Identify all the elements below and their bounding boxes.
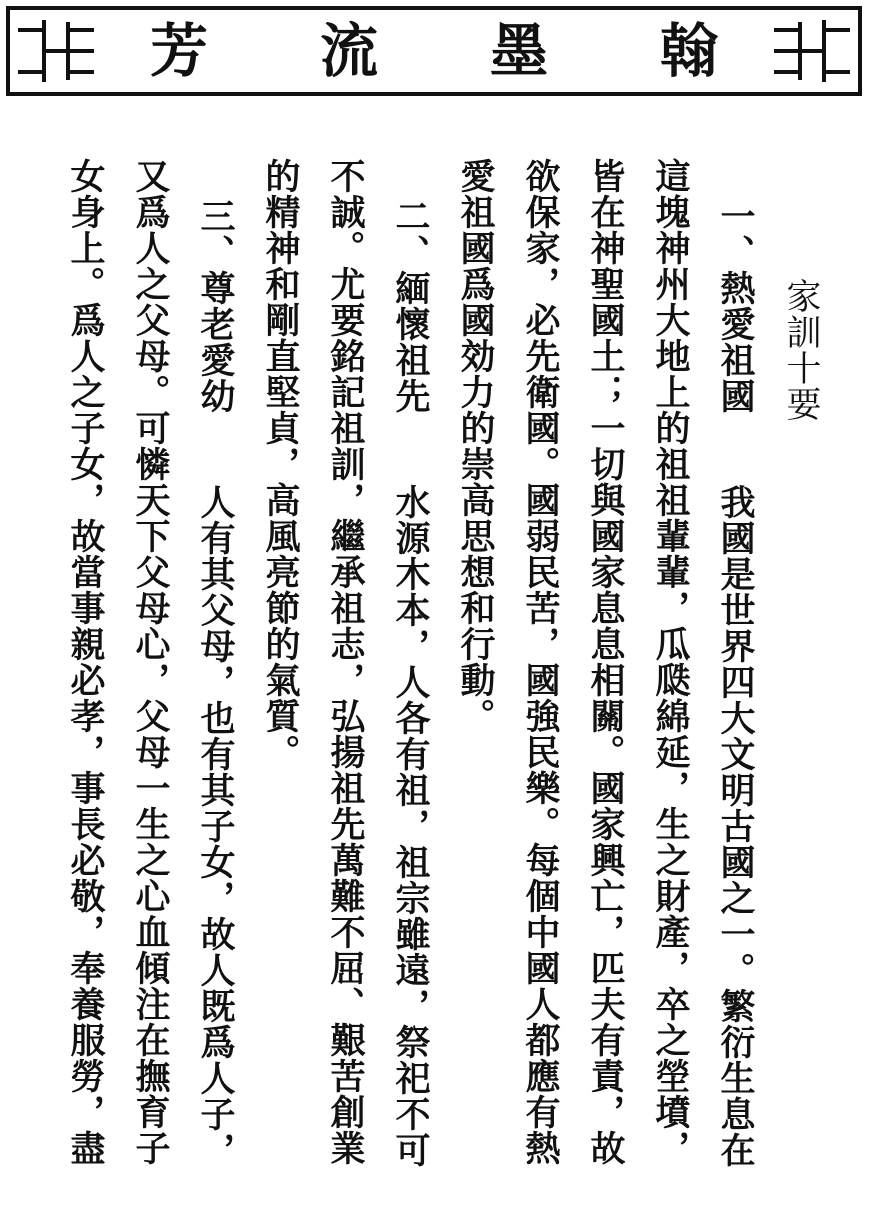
section-heading: 尊老愛幼 xyxy=(195,270,236,414)
section-2-line-1 xyxy=(378,158,443,1208)
header-banner xyxy=(6,6,862,96)
section-2-line-3: 的精神和剛直堅貞，高風亮節的氣質。 xyxy=(260,158,301,770)
paragraph-text: 水源木本，人各有祖，祖宗雖遠，祭祀不可 xyxy=(390,484,431,1168)
section-3-line-3: 女身上。爲人之子女，故當事親必孝，事長必敬，奉養服勞，盡 xyxy=(65,158,106,1166)
banner-title xyxy=(130,10,738,92)
section-number: 一、 xyxy=(715,198,756,270)
fret-ornament-left-icon xyxy=(14,16,98,86)
section-1-line-5: 愛祖國爲國効力的崇高思想和行動。 xyxy=(455,158,496,734)
section-3-line-2: 又爲人之父母。可憐天下父母心，父母一生之心血傾注在撫育子 xyxy=(130,158,171,1166)
banner-char: 翰 xyxy=(659,17,718,85)
section-2-line-2: 不誠。尤要銘記祖訓，繼承祖志，弘揚祖先萬難不屈、艱苦創業 xyxy=(325,158,366,1166)
section-number: 二、 xyxy=(390,198,431,270)
section-1-line-1 xyxy=(703,158,768,1208)
section-1-line-2: 這塊神州大地上的祖祖輩輩，瓜瓞綿延，生之財產，卒之塋墳， xyxy=(650,158,691,1166)
banner-char: 流 xyxy=(319,17,378,85)
fret-ornament-right-icon xyxy=(770,16,854,86)
document-body xyxy=(53,158,833,1208)
paragraph-text: 我國是世界四大文明古國之一。繁衍生息在 xyxy=(715,484,756,1168)
section-heading: 熱愛祖國 xyxy=(715,270,756,414)
section-heading: 緬懷祖先 xyxy=(390,270,431,414)
section-1-line-4: 欲保家，必先衛國。國弱民苦，國強民樂。每個中國人都應有熱 xyxy=(520,158,561,1166)
paragraph-text: 人有其父母，也有其子女，故人既爲人子， xyxy=(195,484,236,1168)
banner-char: 芳 xyxy=(150,17,209,85)
section-1-line-3: 皆在神聖國土；一切與國家息息相關。國家興亡，匹夫有責，故 xyxy=(585,158,626,1166)
section-number: 三、 xyxy=(195,198,236,270)
document-title: 家訓十要 xyxy=(781,278,821,422)
section-3-line-1 xyxy=(183,158,248,1208)
banner-char: 墨 xyxy=(489,17,548,85)
